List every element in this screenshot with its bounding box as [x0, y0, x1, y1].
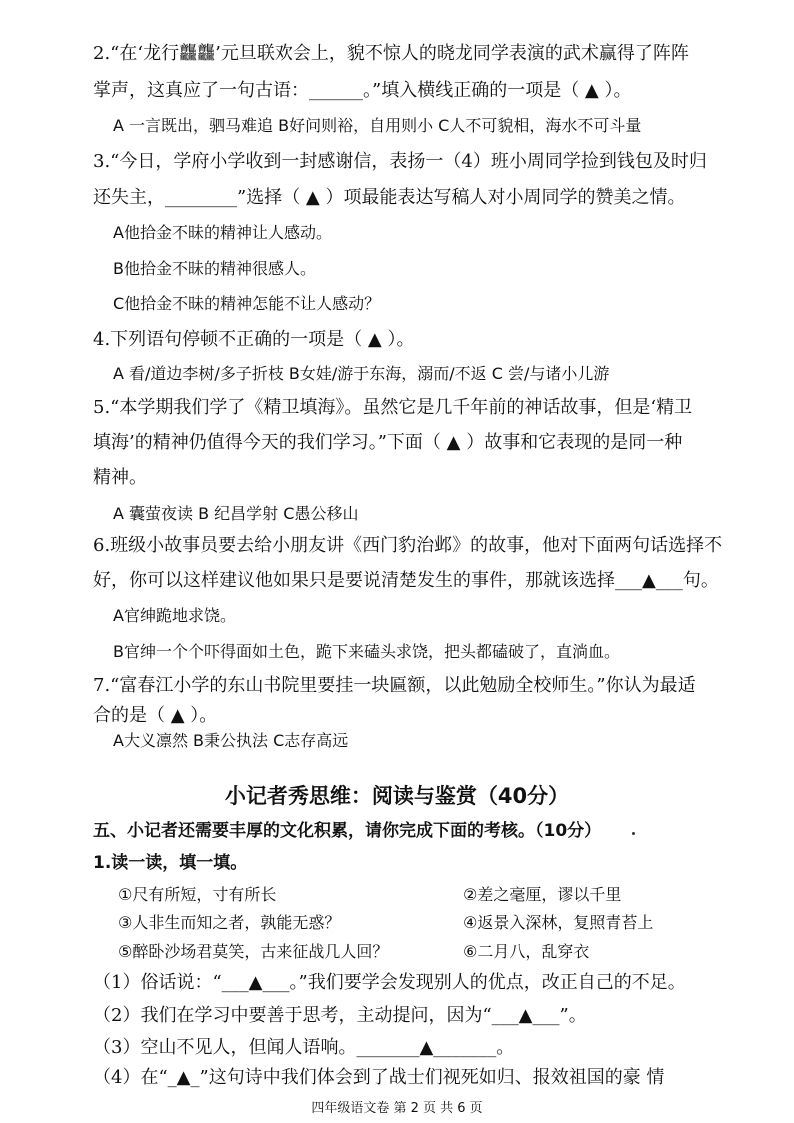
question-3-option-b: B他拾金不昧的精神很感人。 — [113, 259, 316, 278]
fill-item-2: （2）我们在学习中要善于思考，主动提问，因为“___▲___”。 — [93, 1005, 587, 1026]
idiom-item-6: ⑥二月八，乱穿衣 — [463, 942, 590, 961]
part-5-sub-1: 1.读一读，填一填。 — [93, 853, 248, 873]
part-5-heading: 五、小记者还需要丰厚的文化积累，请你完成下面的考核。（10分） — [93, 821, 602, 841]
fill-item-4: （4）在“_▲_”这句诗中我们体会到了战士们视死如归、报效祖国的豪 情 — [93, 1067, 665, 1088]
question-4-options: A 看/道边李树/多子折枝 B女娃/游于东海，溺而/不返 C 尝/与诸小儿游 — [113, 364, 610, 383]
idiom-item-5: ⑤醉卧沙场君莫笑，古来征战几人回？ — [118, 942, 389, 961]
question-3-option-a: A他拾金不昧的精神让人感动。 — [113, 223, 332, 242]
idiom-item-1: ①尺有所短，寸有所长 — [118, 885, 277, 904]
question-6-line-2: 好，你可以这样建议他如果只是要说清楚发生的事件，那就该选择___▲___句。 — [93, 570, 719, 591]
question-2-line-1: 2.“在‘龙行龘龘’元旦联欢会上，貌不惊人的晓龙同学表演的武术赢得了阵阵 — [93, 43, 689, 64]
page-footer: 四年级语文卷 第 2 页 共 6 页 — [311, 1101, 483, 1116]
stray-dot — [632, 832, 635, 835]
question-5-options: A 囊萤夜读 B 纪昌学射 C愚公移山 — [113, 504, 359, 523]
idiom-item-4: ④返景入深林，复照青苔上 — [463, 913, 654, 932]
fill-item-1: （1）俗话说：“___▲___。”我们要学会发现别人的优点，改正自己的不足。 — [93, 972, 686, 993]
question-6-option-a: A官绅跪地求饶。 — [113, 606, 236, 625]
section-title: 小记者秀思维：阅读与鉴赏（40分） — [224, 784, 570, 808]
question-7-line-2: 合的是（ ▲ ）。 — [93, 705, 218, 726]
question-2-line-2: 掌声，这真应了一句古语：______。”填入横线正确的一项是（ ▲ ）。 — [93, 80, 632, 101]
question-6-line-1: 6.班级小故事员要去给小朋友讲《西门豹治邺》的故事，他对下面两句话选择不 — [93, 535, 723, 556]
question-3-option-c: C他拾金不昧的精神怎能不让人感动？ — [113, 294, 381, 313]
question-5-line-1: 5.“本学期我们学了《精卫填海》。虽然它是几千年前的神话故事，但是‘精卫 — [93, 397, 693, 418]
question-7-line-1: 7.“富春江小学的东山书院里要挂一块匾额，以此勉励全校师生。”你认为最适 — [93, 675, 696, 696]
question-4-line-1: 4.下列语句停顿不正确的一项是（ ▲ ）。 — [93, 329, 415, 350]
idiom-item-2: ②差之毫厘，谬以千里 — [463, 885, 622, 904]
question-5-line-2: 填海’的精神仍值得今天的我们学习。”下面（ ▲ ）故事和它表现的是同一种 — [93, 432, 683, 453]
idiom-item-3: ③人非生而知之者，孰能无惑？ — [118, 913, 341, 932]
question-2-options: A 一言既出，驷马难追 B好问则裕，自用则小 C人不可貌相，海水不可斗量 — [113, 116, 642, 135]
question-3-line-1: 3.“今日，学府小学收到一封感谢信，表扬一（4）班小周同学捡到钱包及时归 — [93, 151, 707, 172]
fill-item-3: （3）空山不见人，但闻人语响。_______▲_______。 — [93, 1037, 515, 1058]
question-6-option-b: B官绅一个个吓得面如土色，跪下来磕头求饶，把头都磕破了，直淌血。 — [113, 642, 620, 661]
question-5-line-3: 精神。 — [93, 467, 147, 488]
question-3-line-2: 还失主，________”选择（ ▲ ）项最能表达写稿人对小周同学的赞美之情。 — [93, 187, 686, 208]
question-7-options: A大义凛然 B秉公执法 C志存高远 — [113, 731, 349, 750]
